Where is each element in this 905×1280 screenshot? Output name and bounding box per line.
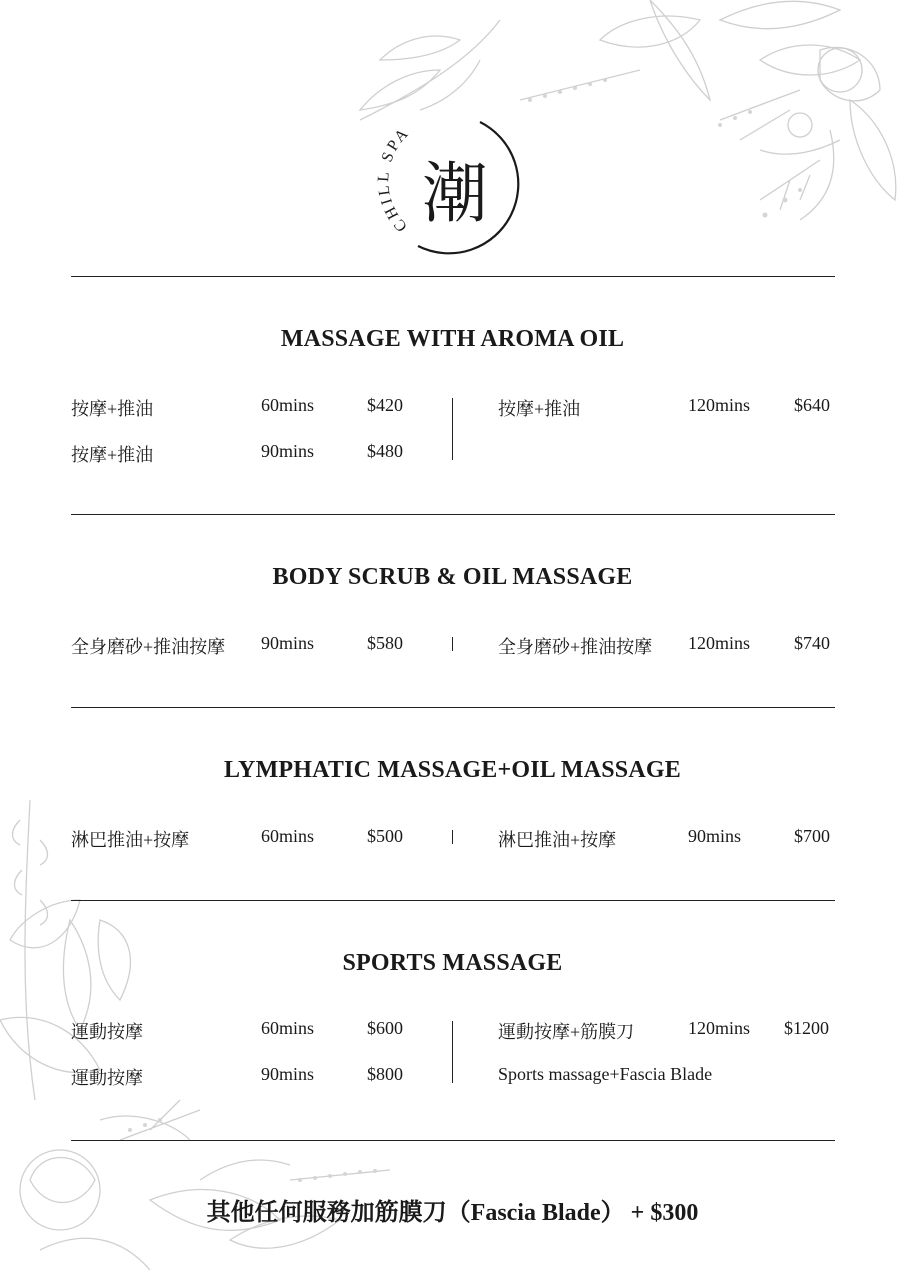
service-duration: 90mins (688, 826, 742, 846)
service-name: 運動按摩+筋膜刀 (498, 1022, 635, 1042)
logo-arc-text: CHILL SPA (375, 123, 414, 235)
service-price: $500 (367, 826, 403, 846)
service-duration: 120mins (688, 633, 751, 653)
service-price: $800 (367, 1064, 403, 1084)
service-name: 全身磨砂+推油按摩 (71, 637, 226, 657)
service-name: 全身磨砂+推油按摩 (498, 637, 653, 657)
service-duration: 60mins (261, 1018, 315, 1038)
service-note: Sports massage+Fascia Blade (498, 1064, 713, 1084)
service-price: $640 (794, 395, 830, 415)
service-price: $480 (367, 441, 403, 461)
divider-1 (71, 514, 835, 515)
service-price: $740 (794, 633, 830, 653)
service-duration: 120mins (688, 395, 751, 415)
service-duration: 120mins (688, 1018, 751, 1038)
service-price: $1200 (784, 1018, 829, 1038)
footer-addon-note: 其他任何服務加筋膜刀（Fascia Blade） + $300 (206, 1200, 699, 1226)
chill-spa-logo (368, 108, 548, 258)
service-duration: 90mins (261, 441, 315, 461)
divider-3 (71, 900, 835, 901)
service-price: $600 (367, 1018, 403, 1038)
service-name: 淋巴推油+按摩 (498, 830, 617, 850)
service-price: $420 (367, 395, 403, 415)
section-title-aroma-oil: MASSAGE WITH AROMA OIL (280, 326, 625, 352)
service-price: $700 (794, 826, 830, 846)
column-separator (452, 830, 453, 844)
service-duration: 60mins (261, 826, 315, 846)
divider-top (71, 276, 835, 277)
column-separator (452, 1021, 453, 1083)
service-name: 運動按摩 (71, 1068, 143, 1088)
section-title-sports: SPORTS MASSAGE (342, 950, 563, 976)
service-name: 按摩+推油 (71, 445, 154, 465)
service-name: 按摩+推油 (498, 399, 581, 419)
divider-2 (71, 707, 835, 708)
service-duration: 60mins (261, 395, 315, 415)
column-separator (452, 637, 453, 651)
service-price: $580 (367, 633, 403, 653)
service-duration: 90mins (261, 1064, 315, 1084)
section-title-lymphatic: LYMPHATIC MASSAGE+OIL MASSAGE (224, 757, 681, 783)
service-name: 淋巴推油+按摩 (71, 830, 190, 850)
section-title-body-scrub: BODY SCRUB & OIL MASSAGE (272, 564, 633, 590)
service-duration: 90mins (261, 633, 315, 653)
service-name: 按摩+推油 (71, 399, 154, 419)
logo-glyph: 潮 (422, 155, 488, 232)
service-name: 運動按摩 (71, 1022, 143, 1042)
column-separator (452, 398, 453, 460)
divider-4 (71, 1140, 835, 1141)
